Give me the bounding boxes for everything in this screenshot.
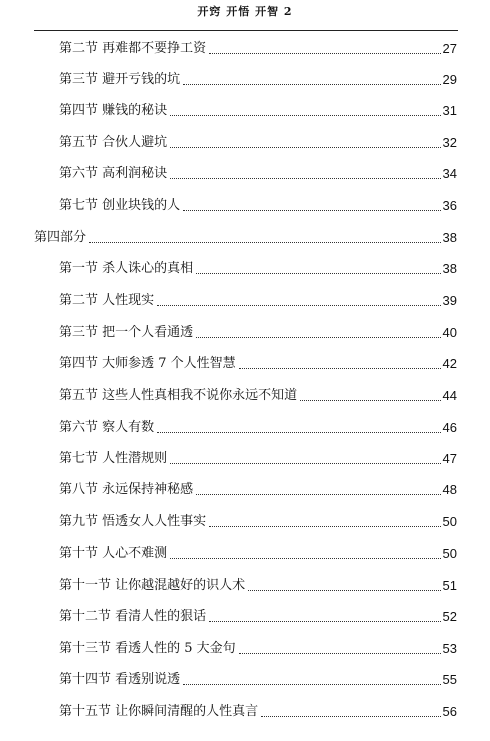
dot-leader: [196, 269, 440, 274]
toc-entry[interactable]: [59, 447, 457, 467]
toc-entry[interactable]: [59, 637, 457, 657]
toc-part-label: 第四部分: [34, 230, 87, 245]
toc-entry-label: 第十一节 让你越混越好的识人术: [59, 578, 246, 593]
toc-entry-page: 29: [442, 72, 457, 87]
toc-entry[interactable]: [59, 510, 457, 530]
dot-leader: [183, 206, 440, 211]
toc-entry-page: 50: [442, 514, 457, 529]
toc-entry[interactable]: [59, 478, 457, 498]
toc-entry[interactable]: [59, 321, 457, 341]
toc-entry-page: 32: [442, 135, 457, 150]
toc-entry[interactable]: [59, 162, 457, 182]
toc-entry-label: 第三节 把一个人看通透: [59, 325, 194, 340]
toc-entry-page: 47: [442, 451, 457, 466]
header-rule: [34, 30, 458, 31]
toc-entry[interactable]: [59, 384, 457, 404]
toc-entry-page: 46: [442, 420, 457, 435]
toc-entry-label: 第五节 这些人性真相我不说你永远不知道: [59, 388, 298, 403]
dot-leader: [170, 554, 440, 559]
toc-entry[interactable]: [59, 700, 457, 720]
toc-entry-page: 55: [442, 672, 457, 687]
dot-leader: [157, 301, 440, 306]
dot-leader: [239, 649, 441, 654]
toc-entry-label: 第七节 人性潜规则: [59, 451, 168, 466]
dot-leader: [300, 396, 440, 401]
toc-entry-page: 36: [442, 198, 457, 213]
toc-entry-page: 40: [442, 325, 457, 340]
toc-entry[interactable]: [59, 68, 457, 88]
toc-entry-label: 第三节 避开亏钱的坑: [59, 72, 181, 87]
toc-entry-page: 34: [442, 166, 457, 181]
toc-entry[interactable]: [59, 605, 457, 625]
dot-leader: [261, 712, 440, 717]
toc-entry-label: 第二节 人性现实: [59, 293, 155, 308]
dot-leader: [170, 459, 440, 464]
dot-leader: [196, 490, 440, 495]
toc-part-entry[interactable]: [34, 226, 457, 246]
toc-entry-label: 第四节 赚钱的秘诀: [59, 103, 168, 118]
dot-leader: [183, 80, 440, 85]
toc-entry-page: 52: [442, 609, 457, 624]
toc-entry-label: 第七节 创业块钱的人: [59, 198, 181, 213]
toc-entry[interactable]: [59, 668, 457, 688]
toc-entry-page: 38: [442, 261, 457, 276]
toc-entry-page: 48: [442, 482, 457, 497]
dot-leader: [248, 586, 440, 591]
dot-leader: [196, 333, 440, 338]
toc-entry-page: 38: [442, 230, 457, 245]
dot-leader: [209, 617, 440, 622]
toc-entry-page: 53: [442, 641, 457, 656]
dot-leader: [170, 111, 440, 116]
toc-entry[interactable]: [59, 257, 457, 277]
dot-leader: [239, 364, 441, 369]
dot-leader: [170, 143, 440, 148]
toc-entry-page: 42: [442, 356, 457, 371]
toc-entry-label: 第八节 永远保持神秘感: [59, 482, 194, 497]
toc-entry[interactable]: [59, 194, 457, 214]
toc-entry[interactable]: [59, 131, 457, 151]
toc-entry[interactable]: [59, 99, 457, 119]
toc-entry-label: 第六节 察人有数: [59, 420, 155, 435]
toc-entry[interactable]: [59, 574, 457, 594]
toc-entry-label: 第十三节 看透人性的 5 大金句: [59, 641, 236, 656]
toc-entry[interactable]: [59, 289, 457, 309]
dot-leader: [157, 428, 440, 433]
toc-entry[interactable]: [59, 352, 457, 372]
toc-entry-label: 第十五节 让你瞬间清醒的人性真言: [59, 704, 259, 719]
toc-entry-label: 第二节 再难都不要挣工资: [59, 41, 207, 56]
toc-entry-page: 27: [442, 41, 457, 56]
toc-entry-label: 第一节 杀人诛心的真相: [59, 261, 194, 276]
toc-entry-label: 第九节 悟透女人人性事实: [59, 514, 207, 529]
toc-entry-label: 第四节 大师参透 7 个人性智慧: [59, 356, 236, 371]
dot-leader: [170, 174, 440, 179]
toc-entry-page: 56: [442, 704, 457, 719]
toc-entry-page: 39: [442, 293, 457, 308]
toc-entry-label: 第十四节 看透别说透: [59, 672, 181, 687]
toc-entry-page: 44: [442, 388, 457, 403]
dot-leader: [183, 680, 440, 685]
toc-entry-page: 51: [442, 578, 457, 593]
dot-leader: [209, 49, 440, 54]
toc-entry-label: 第五节 合伙人避坑: [59, 135, 168, 150]
toc-entry-label: 第十二节 看清人性的狠话: [59, 609, 207, 624]
toc-entry[interactable]: [59, 37, 457, 57]
toc-entry-page: 31: [442, 103, 457, 118]
dot-leader: [209, 522, 440, 527]
dot-leader: [89, 238, 441, 243]
toc-entry-label: 第十节 人心不难测: [59, 546, 168, 561]
page-header: 开窍 开悟 开智 2: [197, 5, 293, 18]
toc-entry-page: 50: [442, 546, 457, 561]
toc-entry-label: 第六节 高利润秘诀: [59, 166, 168, 181]
toc-entry[interactable]: [59, 542, 457, 562]
toc-entry[interactable]: [59, 416, 457, 436]
